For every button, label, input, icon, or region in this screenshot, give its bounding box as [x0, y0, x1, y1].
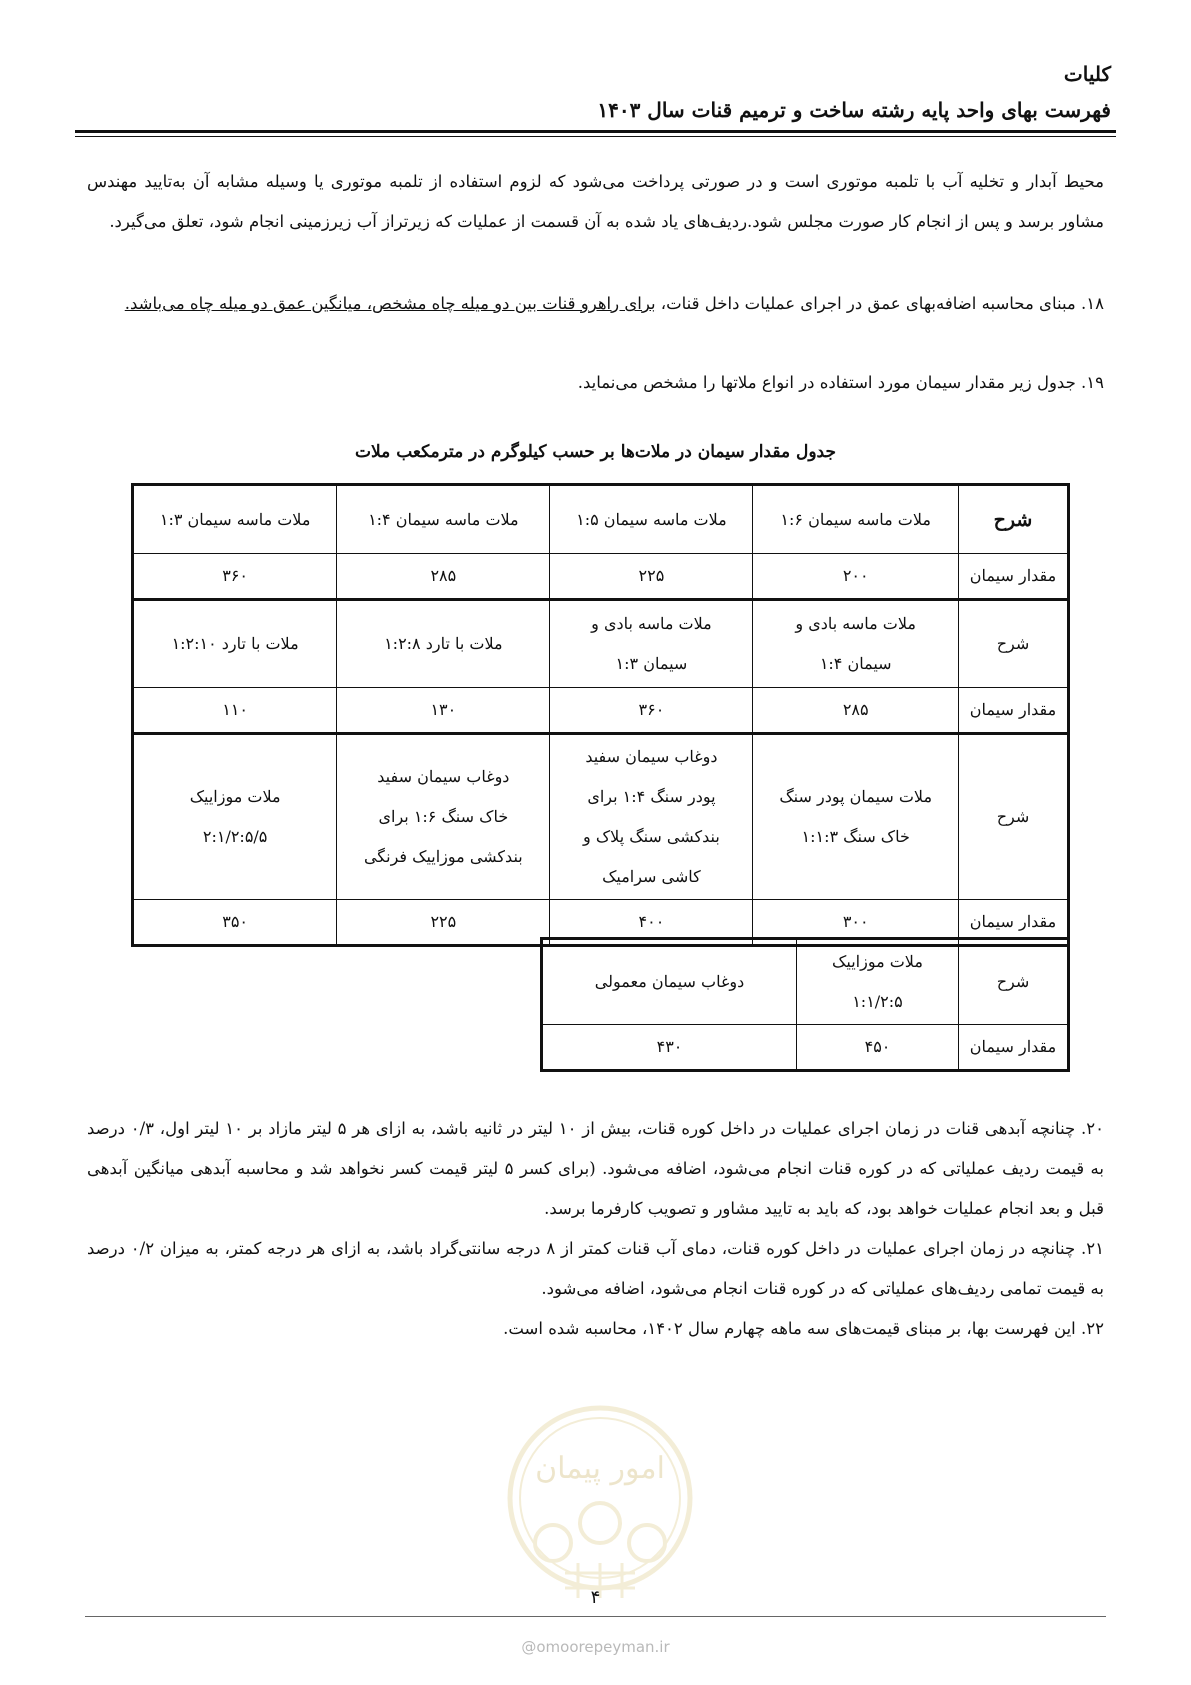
- item-19: ۱۹. جدول زیر مقدار سیمان مورد استفاده در انواع ملاتها را مشخص می‌نماید.: [577, 373, 1104, 392]
- amount-label-cell: مقدار سیمان: [959, 900, 1069, 946]
- item-18-prefix: ۱۸. مبنای محاسبه اضافه‌بهای عمق در اجرای عملیات داخل قنات،: [655, 294, 1104, 313]
- cell-line: ملات سیمان پودر سنگ: [779, 787, 933, 806]
- table-cell: ۲۸۵: [753, 688, 959, 734]
- table-cell: [550, 600, 753, 688]
- amount-label-cell: مقدار سیمان: [959, 688, 1069, 734]
- table-row: [542, 1025, 1069, 1071]
- table-cell: ۱۳۰: [337, 688, 550, 734]
- cell-line: ملات موزاییک: [832, 952, 923, 971]
- cell-line: خاک سنگ ۱:۱:۳: [801, 827, 910, 846]
- table-cell: [337, 734, 550, 900]
- desc-label-cell: شرح: [959, 600, 1069, 688]
- table-cell: ۴۳۰: [542, 1025, 797, 1071]
- table-cell: [753, 734, 959, 900]
- cell-line: ملات با تارد ۱:۲:۱۰: [171, 634, 299, 653]
- section-title: کلیات: [1063, 62, 1111, 86]
- table-cell: ۲۲۵: [337, 900, 550, 946]
- document-title: فهرست بهای واحد پایه رشته ساخت و ترمیم قنات سال ۱۴۰۳: [597, 98, 1111, 122]
- table-row: [133, 485, 1069, 554]
- table-cell: ۳۰۰: [753, 900, 959, 946]
- table-row: [133, 734, 1069, 900]
- cell-line: سیمان ۱:۴: [819, 654, 892, 673]
- table-row: [133, 600, 1069, 688]
- table-cell: [133, 734, 337, 900]
- table-cell: ۴۰۰: [550, 900, 753, 946]
- cell-line: سیمان ۱:۳: [615, 654, 688, 673]
- cell-line: ۱:۱/۲:۵: [852, 992, 903, 1011]
- table-cell: [133, 600, 337, 688]
- desc-label-cell: شرح: [959, 734, 1069, 900]
- footer-rule: [85, 1616, 1106, 1617]
- item-18-underlined: برای راهرو قنات بین دو میله چاه مشخص، میانگین عمق دو میله چاه می‌باشد.: [124, 294, 656, 313]
- table-row: [542, 939, 1069, 1025]
- table-cell: ۳۶۰: [550, 688, 753, 734]
- watermark-site: @omoorepeyman.ir: [521, 1638, 670, 1656]
- cement-table: [131, 483, 1070, 947]
- page-number: ۴: [590, 1587, 601, 1608]
- table-cell: ۲۸۵: [337, 554, 550, 600]
- table-caption: جدول مقدار سیمان در ملات‌ها بر حسب کیلوگرم در مترمکعب ملات: [355, 442, 836, 462]
- table-cell: ۲۰۰: [753, 554, 959, 600]
- table-cell: ملات ماسه سیمان ۱:۵: [550, 485, 753, 554]
- amount-label-cell: مقدار سیمان: [959, 1025, 1069, 1071]
- cell-line: خاک سنگ ۱:۶ برای: [378, 807, 509, 826]
- desc-header-cell: شرح: [959, 485, 1069, 554]
- table-cell: [753, 600, 959, 688]
- desc-label-cell: شرح: [959, 939, 1069, 1025]
- watermark-logo: [503, 1398, 698, 1608]
- table-row: [133, 688, 1069, 734]
- cell-line: کاشی سرامیک: [602, 867, 701, 886]
- table-cell: ۴۵۰: [796, 1025, 958, 1071]
- table-row: [133, 554, 1069, 600]
- header-rule-thick: [75, 130, 1116, 133]
- cell-line: ملات ماسه بادی و: [591, 614, 712, 633]
- cell-line: دوغاب سیمان معمولی: [594, 972, 745, 991]
- cell-line: پودر سنگ ۱:۴ برای: [587, 787, 716, 806]
- table-cell: ۳۵۰: [133, 900, 337, 946]
- table-cell: [550, 734, 753, 900]
- header-rule-thin: [75, 136, 1116, 137]
- amount-label-cell: مقدار سیمان: [959, 554, 1069, 600]
- table-cell: ملات ماسه سیمان ۱:۳: [133, 485, 337, 554]
- cell-line: ۲:۱/۲:۵/۵: [202, 827, 268, 846]
- table-cell: ۳۶۰: [133, 554, 337, 600]
- table-cell: [542, 939, 797, 1025]
- cell-line: بندکشی سنگ پلاک و: [583, 827, 720, 846]
- cell-line: بندکشی موزاییک فرنگی: [363, 847, 523, 866]
- cell-line: ملات با تارد ۱:۲:۸: [384, 634, 503, 653]
- cell-line: ملات ماسه بادی و: [795, 614, 916, 633]
- watermark-text: امور پیمان: [535, 1451, 665, 1486]
- table-cell: [796, 939, 958, 1025]
- item-22: ۲۲. این فهرست بها، بر مبنای قیمت‌های سه ماهه چهارم سال ۱۴۰۲، محاسبه شده است.: [503, 1319, 1104, 1338]
- cement-table-continued: [540, 937, 1070, 1072]
- cell-line: دوغاب سیمان سفید: [377, 767, 510, 786]
- item-21: ۲۱. چنانچه در زمان اجرای عملیات در داخل کوره قنات، دمای آب قنات کمتر از ۸ درجه سانتی‌گراد باشد، به ازای هر درجه کمتر، به میزان ۰/۲ درصد به قیمت تمامی ردیف‌های عملیاتی که در کوره قنات انجام می‌شود، اضافه می‌شود.: [87, 1239, 1104, 1298]
- table-cell: [337, 600, 550, 688]
- table-cell: ملات ماسه سیمان ۱:۴: [337, 485, 550, 554]
- table-cell: ۲۲۵: [550, 554, 753, 600]
- table-cell: ملات ماسه سیمان ۱:۶: [753, 485, 959, 554]
- cell-line: دوغاب سیمان سفید: [585, 747, 718, 766]
- intro-paragraph: محیط آبدار و تخلیه آب با تلمبه موتوری است و در صورتی پرداخت می‌شود که لزوم استفاده از تلمبه موتوری یا وسیله مشابه آن به‌تایید مهندس مشاور برسد و پس از انجام کار صورت مجلس شود.ردیف‌های یاد شده به آن قسمت از عملیات که زیرتراز آب زیرزمینی انجام شود، تعلق می‌گیرد.: [87, 172, 1104, 231]
- table-cell: ۱۱۰: [133, 688, 337, 734]
- item-18: [87, 284, 1104, 324]
- item-20: ۲۰. چنانچه آبدهی قنات در زمان اجرای عملیات در داخل کوره قنات، بیش از ۱۰ لیتر در ثانیه باشد، به ازای هر ۵ لیتر مازاد بر ۱۰ لیتر اول، ۰/۳ درصد به قیمت ردیف عملیاتی که در کوره قنات انجام می‌شود، اضافه می‌شود. (برای کسر ۵ لیتر قیمت کسر نخواهد شد و محاسبه آبدهی میانگین آبدهی قبل و بعد انجام عملیات خواهد بود، که باید به تایید مشاور و تصویب کارفرما برسد.: [87, 1119, 1104, 1218]
- cell-line: ملات موزاییک: [189, 787, 281, 806]
